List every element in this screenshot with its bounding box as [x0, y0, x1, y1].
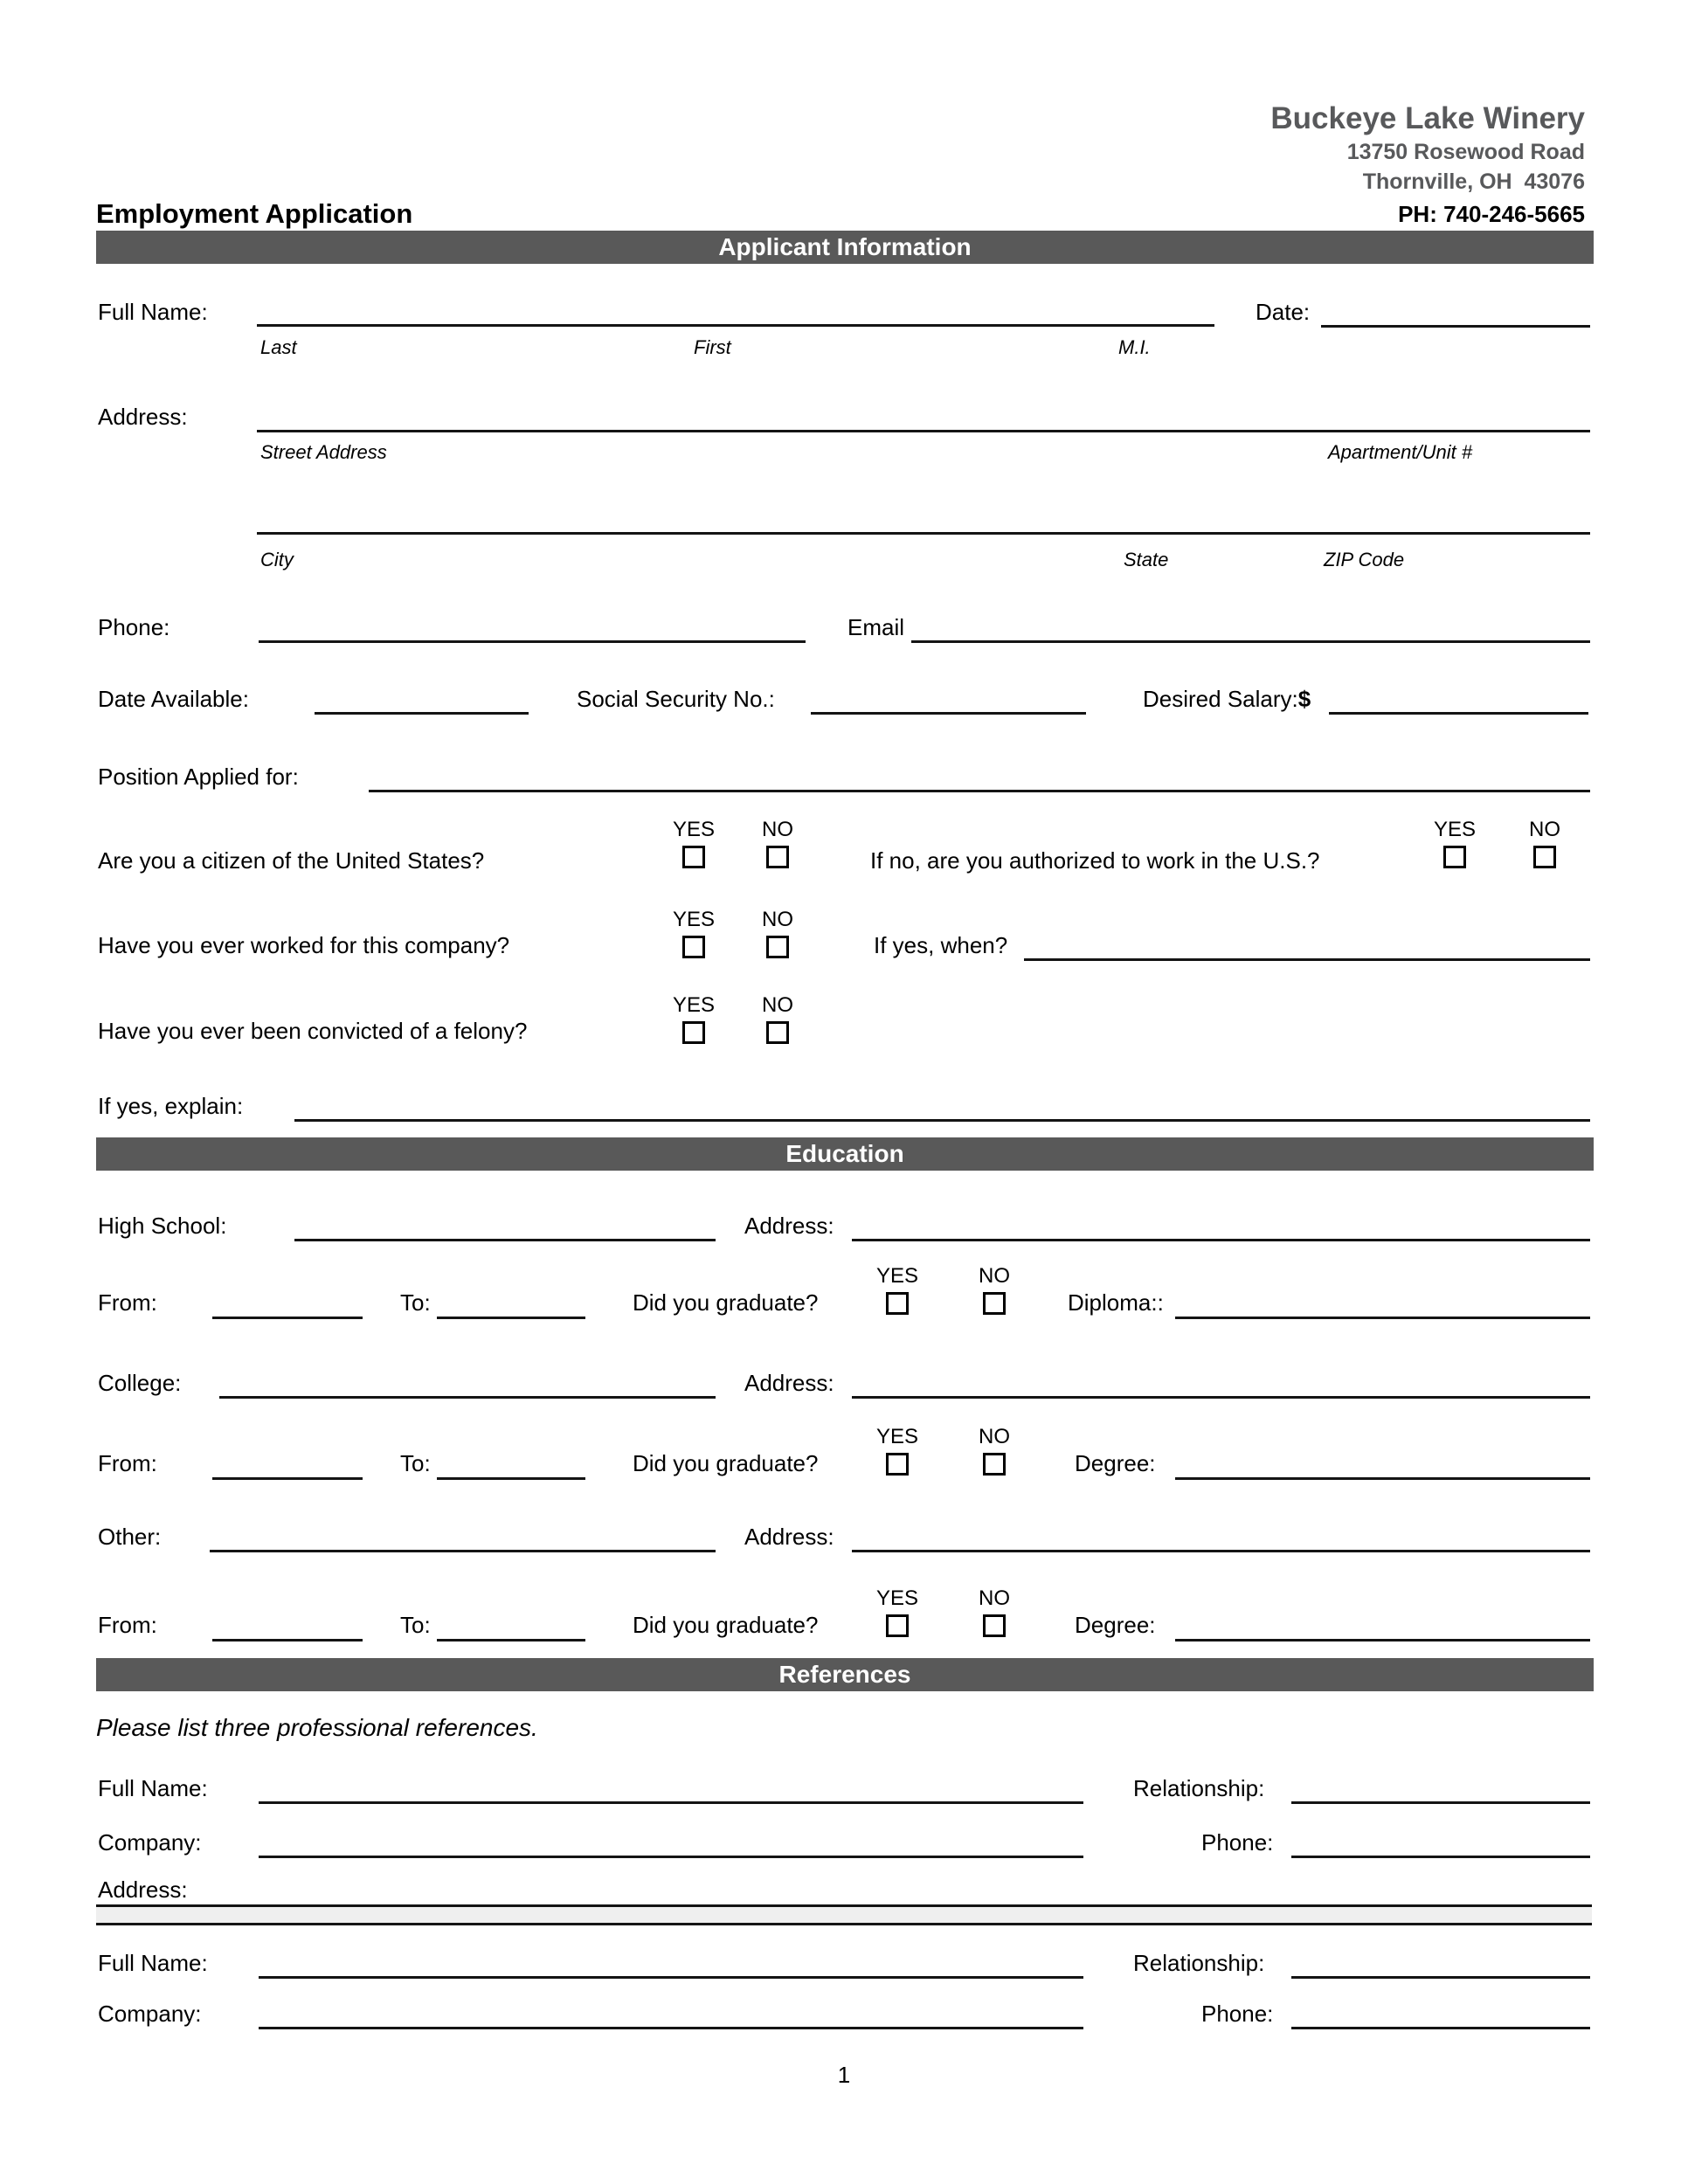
date-input-line[interactable] [1321, 325, 1590, 328]
hs-to-input-line[interactable] [437, 1317, 585, 1319]
yes-label: YES [672, 993, 716, 1017]
other-address-input-line[interactable] [852, 1550, 1590, 1552]
felony-question: Have you ever been convicted of a felony? [98, 1018, 528, 1044]
other-graduate-no-column [968, 1587, 1020, 1637]
ref1-company-input-line[interactable] [259, 1856, 1083, 1858]
other-graduate-no-checkbox[interactable] [983, 1614, 1006, 1637]
worked-when-input-line[interactable] [1024, 958, 1590, 961]
desired-salary-input-line[interactable] [1329, 712, 1588, 715]
hs-diploma-input-line[interactable] [1175, 1317, 1590, 1319]
citizen-yes-column [668, 819, 720, 868]
desired-salary-text: Desired Salary: [1143, 686, 1298, 712]
ref1-relationship-input-line[interactable] [1291, 1801, 1590, 1804]
no-label: NO [762, 818, 793, 841]
section-header-references: References [96, 1658, 1594, 1691]
first-name-hint: First [694, 336, 731, 358]
worked-question: Have you ever worked for this company? [98, 932, 510, 958]
ref1-phone-label: Phone: [1201, 1829, 1274, 1856]
college-from-label: From: [98, 1450, 157, 1476]
no-label: NO [979, 1425, 1010, 1448]
yes-label: YES [875, 1586, 919, 1610]
ref2-phone-input-line[interactable] [1291, 2027, 1590, 2029]
state-hint: State [1124, 549, 1169, 570]
hs-address-input-line[interactable] [852, 1239, 1590, 1241]
hs-from-input-line[interactable] [212, 1317, 363, 1319]
authorized-no-checkbox[interactable] [1533, 846, 1556, 868]
hs-graduate-no-column [968, 1265, 1020, 1315]
address-label: Address: [98, 404, 188, 430]
section-header-education: Education [96, 1137, 1594, 1171]
full-name-label: Full Name: [98, 299, 208, 325]
hs-graduate-no-checkbox[interactable] [983, 1292, 1006, 1315]
college-to-label: To: [400, 1450, 431, 1476]
date-available-input-line[interactable] [315, 712, 529, 715]
hs-graduate-label: Did you graduate? [633, 1289, 819, 1316]
when-label: If yes, when? [874, 932, 1008, 958]
phone-input-line[interactable] [259, 640, 806, 643]
ref1-address-bottom-rule [96, 1923, 1592, 1925]
ref2-full-name-label: Full Name: [98, 1950, 208, 1976]
authorized-yes-checkbox[interactable] [1443, 846, 1466, 868]
section-header-applicant-information: Applicant Information [96, 231, 1594, 264]
position-applied-label: Position Applied for: [98, 764, 299, 790]
ref1-address-input-line[interactable] [96, 1907, 1592, 1923]
authorized-no-column [1519, 819, 1571, 868]
ref2-company-label: Company: [98, 2001, 202, 2027]
position-input-line[interactable] [369, 790, 1590, 792]
date-label: Date: [1256, 299, 1311, 325]
ref1-full-name-label: Full Name: [98, 1775, 208, 1801]
email-input-line[interactable] [911, 640, 1590, 643]
worked-yes-checkbox[interactable] [682, 936, 705, 958]
college-degree-input-line[interactable] [1175, 1477, 1590, 1480]
citizen-yes-checkbox[interactable] [682, 846, 705, 868]
hs-from-label: From: [98, 1289, 157, 1316]
street-address-input-line[interactable] [257, 430, 1590, 432]
college-address-label: Address: [744, 1370, 834, 1396]
yes-label: YES [672, 818, 716, 841]
ssn-label: Social Security No.: [577, 686, 775, 712]
no-label: NO [1529, 818, 1560, 841]
ref1-full-name-input-line[interactable] [259, 1801, 1083, 1804]
hs-graduate-yes-checkbox[interactable] [886, 1292, 909, 1315]
yes-label: YES [1433, 818, 1477, 841]
college-address-input-line[interactable] [852, 1396, 1590, 1399]
other-to-input-line[interactable] [437, 1639, 585, 1641]
company-phone: PH: 740-246-5665 [1398, 201, 1585, 227]
ref1-relationship-label: Relationship: [1133, 1775, 1265, 1801]
citizen-no-checkbox[interactable] [766, 846, 789, 868]
other-graduate-yes-column [871, 1587, 924, 1637]
felony-yes-column [668, 994, 720, 1044]
full-name-input-line[interactable] [257, 324, 1214, 327]
ref1-phone-input-line[interactable] [1291, 1856, 1590, 1858]
ref1-address-label: Address: [98, 1876, 188, 1903]
worked-no-column [751, 909, 804, 958]
citizen-question: Are you a citizen of the United States? [98, 847, 485, 874]
hs-name-input-line[interactable] [294, 1239, 716, 1241]
explain-label: If yes, explain: [98, 1093, 244, 1119]
company-address-line1: 13750 Rosewood Road [1346, 140, 1585, 164]
felony-no-column [751, 994, 804, 1044]
felony-explain-input-line[interactable] [294, 1119, 1590, 1122]
email-label: Email [847, 614, 905, 640]
worked-no-checkbox[interactable] [766, 936, 789, 958]
hs-graduate-yes-column [871, 1265, 924, 1315]
college-graduate-no-checkbox[interactable] [983, 1453, 1006, 1476]
no-label: NO [979, 1264, 1010, 1288]
college-graduate-yes-checkbox[interactable] [886, 1453, 909, 1476]
date-available-label: Date Available: [98, 686, 249, 712]
hs-to-label: To: [400, 1289, 431, 1316]
no-label: NO [762, 993, 793, 1017]
felony-yes-checkbox[interactable] [682, 1021, 705, 1044]
desired-salary-label [1143, 686, 1311, 712]
yes-label: YES [875, 1425, 919, 1448]
other-address-label: Address: [744, 1524, 834, 1550]
high-school-label: High School: [98, 1213, 227, 1239]
worked-yes-column [668, 909, 720, 958]
hs-diploma-label: Diploma:: [1068, 1289, 1164, 1316]
college-graduate-yes-column [871, 1426, 924, 1476]
authorized-yes-column [1429, 819, 1481, 868]
ref2-phone-label: Phone: [1201, 2001, 1274, 2027]
phone-label: Phone: [98, 614, 170, 640]
dollar-sign: $ [1297, 686, 1311, 712]
other-degree-input-line[interactable] [1175, 1639, 1590, 1641]
college-name-input-line[interactable] [219, 1396, 716, 1399]
felony-no-checkbox[interactable] [766, 1021, 789, 1044]
ref2-relationship-input-line[interactable] [1291, 1976, 1590, 1979]
other-degree-label: Degree: [1075, 1612, 1156, 1638]
apartment-unit-hint: Apartment/Unit # [1328, 441, 1473, 463]
no-label: NO [979, 1586, 1010, 1610]
hs-address-label: Address: [744, 1213, 834, 1239]
other-from-input-line[interactable] [212, 1639, 363, 1641]
ssn-input-line[interactable] [811, 712, 1086, 715]
company-name: Buckeye Lake Winery [1270, 101, 1585, 135]
college-degree-label: Degree: [1075, 1450, 1156, 1476]
college-label: College: [98, 1370, 182, 1396]
street-address-hint: Street Address [260, 441, 387, 463]
citizen-no-column [751, 819, 804, 868]
college-to-input-line[interactable] [437, 1477, 585, 1480]
yes-label: YES [672, 908, 716, 931]
ref2-full-name-input-line[interactable] [259, 1976, 1083, 1979]
references-note: Please list three professional references. [96, 1714, 538, 1741]
ref1-company-label: Company: [98, 1829, 202, 1856]
college-graduate-no-column [968, 1426, 1020, 1476]
page-number: 1 [837, 2062, 851, 2088]
other-to-label: To: [400, 1612, 431, 1638]
form-title: Employment Application [96, 198, 413, 229]
other-graduate-label: Did you graduate? [633, 1612, 819, 1638]
yes-label: YES [875, 1264, 919, 1288]
zip-code-hint: ZIP Code [1324, 549, 1405, 570]
other-from-label: From: [98, 1612, 157, 1638]
other-name-input-line[interactable] [210, 1550, 716, 1552]
college-graduate-label: Did you graduate? [633, 1450, 819, 1476]
other-graduate-yes-checkbox[interactable] [886, 1614, 909, 1637]
ref2-relationship-label: Relationship: [1133, 1950, 1265, 1976]
college-from-input-line[interactable] [212, 1477, 363, 1480]
other-school-label: Other: [98, 1524, 162, 1550]
city-state-zip-input-line[interactable] [257, 532, 1590, 535]
no-label: NO [762, 908, 793, 931]
last-name-hint: Last [260, 336, 297, 358]
city-hint: City [260, 549, 294, 570]
ref2-company-input-line[interactable] [259, 2027, 1083, 2029]
authorized-question: If no, are you authorized to work in the U.S.? [870, 847, 1320, 874]
company-address-line2: Thornville, OH 43076 [1362, 169, 1585, 194]
middle-initial-hint: M.I. [1118, 336, 1151, 358]
